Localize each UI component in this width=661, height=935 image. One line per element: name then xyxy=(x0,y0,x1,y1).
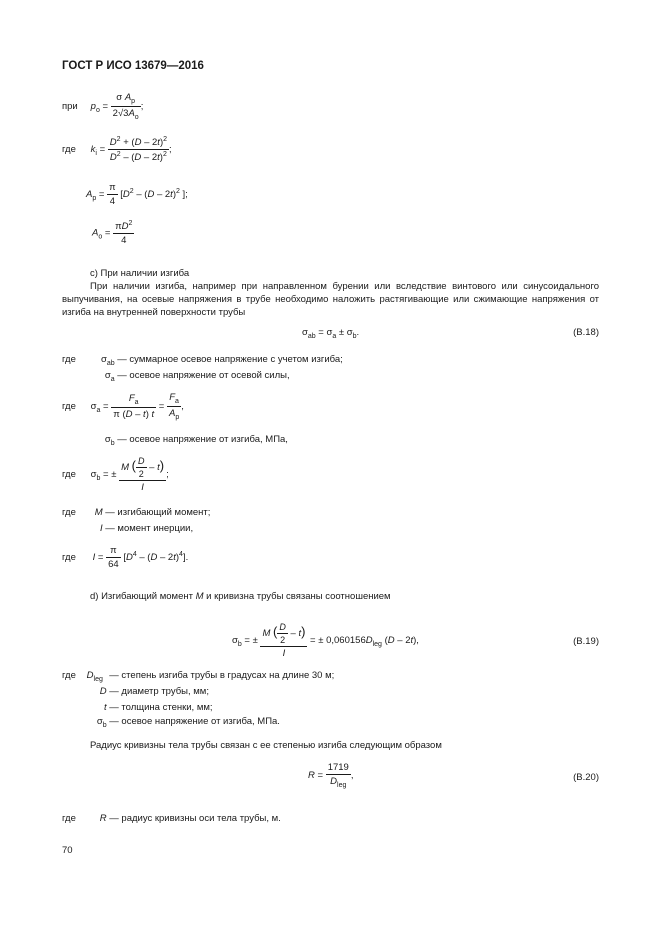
def-I: I — момент инерции, xyxy=(100,523,194,534)
formula-ao: $A_o$ = $\frac{\pi D^2}{4}$ xyxy=(92,220,133,247)
def-sigma-a: $\sigma_a$ — осевое напряжение от осевой силы, xyxy=(104,370,290,383)
def-t: t — толщина стенки, мм; xyxy=(104,702,213,713)
def-sigma-ab: где $\sigma_{ab}$ — суммарное осевое напряжение с учетом изгиба; xyxy=(62,354,343,367)
formula-ki: где $k_i$ = $\frac{D^2 + (D - 2t)^2}{D^2 - (D - 2t)^2}$ ; xyxy=(62,136,172,164)
page-number: 70 xyxy=(62,845,73,856)
def-D: D — диаметр трубы, мм; xyxy=(99,686,209,697)
def-sigma-b: $\sigma_b$ — осевое напряжение от изгиба, МПа, xyxy=(104,434,288,447)
section-c-title: c) При наличии изгиба xyxy=(90,268,190,279)
formula-sigma-b: где $\sigma_b$ = ± M ( $\frac{D}{2}$ – t) I ; xyxy=(62,456,169,493)
equation-number-b20: (B.20) xyxy=(573,772,599,783)
formula-b20: R = $\frac{1719}{D_{leg}}$ , xyxy=(308,762,354,789)
equation-number-b19: (B.19) xyxy=(573,636,599,647)
def-R: где R — радиус кривизны оси тела трубы, м. xyxy=(62,813,281,824)
formula-ap: $A_p$ = $\frac{\pi}{4}$ [$D^2 - (D - 2t)^2$ ]; xyxy=(86,182,188,207)
radius-text: Радиус кривизны тела трубы связан с ее степенью изгиба следующим образом xyxy=(90,740,442,751)
formula-po: при $p_o$ = $\frac{\sigma A_p}{2√3A_o}$ ; xyxy=(62,92,144,121)
document-header: ГОСТ Р ИСО 13679—2016 xyxy=(62,60,204,72)
equation-number-b18: (B.18) xyxy=(573,327,599,338)
def-D-leg: где $D_{leg}$ — степень изгиба трубы в градусах на длине 30 м; xyxy=(62,670,335,683)
section-c-text: При наличии изгиба, например при направленном бурении или вследствие винтового или синусоидального выпучивания, на осевые напряжения в трубе необходимо наложить растягивающие или сжимающие напряжения от изгиба на внутренней поверхности трубы xyxy=(62,281,599,319)
section-d-text: d) Изгибающий момент M и кривизна трубы связаны соотношением xyxy=(90,591,391,602)
formula-sigma-a: где $\sigma_a$ = $\frac{F_a}{\pi (D - t) t}$ = $\frac{F_a}{A_p}$ , xyxy=(62,392,184,421)
formula-b19: $\sigma_b$ = ± M ( $\frac{D}{2}$ – t) I = ± $0,060156D_{leg}$ (D – 2t), xyxy=(232,622,419,659)
formula-b18: $\sigma_{ab} = \sigma_a \pm \sigma_b$. xyxy=(302,327,360,340)
formula-I: где I = $\frac{\pi}{64}$ $[D^4 - (D - 2t)^4]$. xyxy=(62,545,189,570)
def-M: где M — изгибающий момент; xyxy=(62,507,211,518)
def-sigma-b-2: $\sigma_b$ — осевое напряжение от изгиба, МПа. xyxy=(96,716,280,729)
